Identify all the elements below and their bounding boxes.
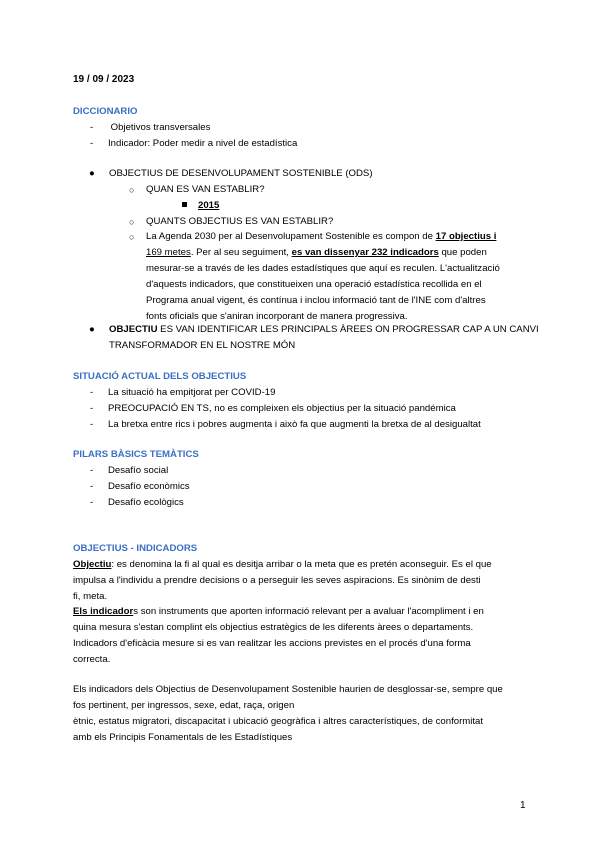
bullet-marker: ●: [89, 168, 95, 179]
paragraph-line: correcta.: [73, 654, 111, 665]
list-item: - Desafío econòmics: [90, 479, 190, 495]
paragraph-line: impulsa a l'individu a prendre decisions o a perseguir les seves aspiracions. Es sinònim de desti: [73, 575, 481, 586]
dash-marker: -: [90, 497, 94, 508]
dash-marker: -: [90, 481, 94, 492]
list-item: - La bretxa entre rics i pobres augmenta i això fa que augmenti la bretxa de al desigualtat: [90, 417, 481, 433]
list-item: - Indicador: Poder medir a nivel de estadística: [90, 136, 297, 152]
square-marker: [182, 202, 187, 207]
paragraph-line: d'aquests indicadors, que constitueixen una operació estadística recollida en el: [146, 279, 482, 290]
section-heading-indicadors: OBJECTIUS - INDICADORS: [73, 543, 198, 554]
list-item: ○ La Agenda 2030 per al Desenvolupament Sostenible es compon de 17 objectius i: [146, 229, 496, 245]
paragraph-line: Els indicadors son instruments que aporten informació relevant per a avaluar l'acompliment i en: [73, 606, 484, 617]
paragraph-line: fi, meta.: [73, 591, 108, 602]
page-number: 1: [520, 800, 526, 811]
section-heading-situacio: SITUACIÓ ACTUAL DELS OBJECTIUS: [73, 371, 247, 382]
document-date: 19 / 09 / 2023: [73, 74, 135, 85]
list-item: - Desafío social: [90, 463, 168, 479]
list-item: - La situació ha empitjorat per COVID-19: [90, 385, 275, 401]
list-item: - PREOCUPACIÓ EN TS, no es compleixen els objectius per la situació pandémica: [90, 401, 456, 417]
dash-marker: -: [90, 122, 94, 133]
circle-marker: ○: [129, 217, 135, 227]
paragraph-line: quina mesura s'estan complint els objectius estratègics de les diferents àrees o departaments.: [73, 622, 474, 633]
circle-marker: ○: [129, 232, 135, 242]
paragraph-line: ètnic, estatus migratori, discapacitat i ubicació geogràfica i altres característiques, de conformitat: [73, 716, 484, 727]
list-item: - Desafío ecològics: [90, 495, 184, 511]
list-item: ○ QUANTS OBJECTIUS ES VAN ESTABLIR?: [146, 214, 333, 230]
paragraph-line: fos pertinent, per ingressos, sexe, edat, raça, origen: [73, 700, 295, 711]
bullet-marker: ●: [89, 324, 95, 335]
paragraph-line: amb els Principis Fonamentals de les Estadístiques: [73, 732, 293, 743]
paragraph-line: Els indicadors dels Objectius de Desenvolupament Sostenible haurien de desglossar-se, sempre que: [73, 684, 503, 695]
dash-marker: -: [90, 465, 94, 476]
section-heading-diccionario: DICCIONARIO: [73, 106, 138, 117]
list-item: ○ QUAN ES VAN ESTABLIR?: [146, 182, 265, 198]
paragraph-line: TRANSFORMADOR EN EL NOSTRE MÓN: [109, 340, 296, 351]
paragraph-line: 169 metes. Per al seu seguiment, es van dissenyar 232 indicadors que poden: [146, 247, 487, 258]
paragraph-line: Objectiu: es denomina la fi al qual es desitja arribar o la meta que es pretén aconseguir. Es el que: [73, 559, 492, 570]
dash-marker: -: [90, 138, 94, 149]
paragraph-line: fonts oficials que s'aniran incorporant de manera progressiva.: [146, 311, 408, 322]
list-item: [182, 198, 219, 214]
circle-marker: ○: [129, 185, 135, 195]
section-heading-pilars: PILARS BÀSICS TEMÀTICS: [73, 449, 199, 460]
paragraph-line: Programa anual vigent, és contínua i inclou informació tant de l'INE com d'altres: [146, 295, 486, 306]
paragraph-line: Indicadors d'eficàcia mesure si es van realitzar les accions previstes en el procés d'una forma: [73, 638, 471, 649]
paragraph-line: mesurar-se a través de les dades estadístiques que aquí es reculen. L'actualització: [146, 263, 500, 274]
dash-marker: -: [90, 387, 94, 398]
list-item: - Objetivos transversales: [90, 120, 210, 136]
year-value: 2015: [198, 200, 220, 211]
dash-marker: -: [90, 419, 94, 430]
list-item: ● OBJECTIUS DE DESENVOLUPAMENT SOSTENIBLE (ODS): [109, 166, 373, 182]
dash-marker: -: [90, 403, 94, 414]
list-item: ● OBJECTIU ES VAN IDENTIFICAR LES PRINCIPALS ÀREES ON PROGRESSAR CAP A UN CANVI: [109, 322, 539, 338]
